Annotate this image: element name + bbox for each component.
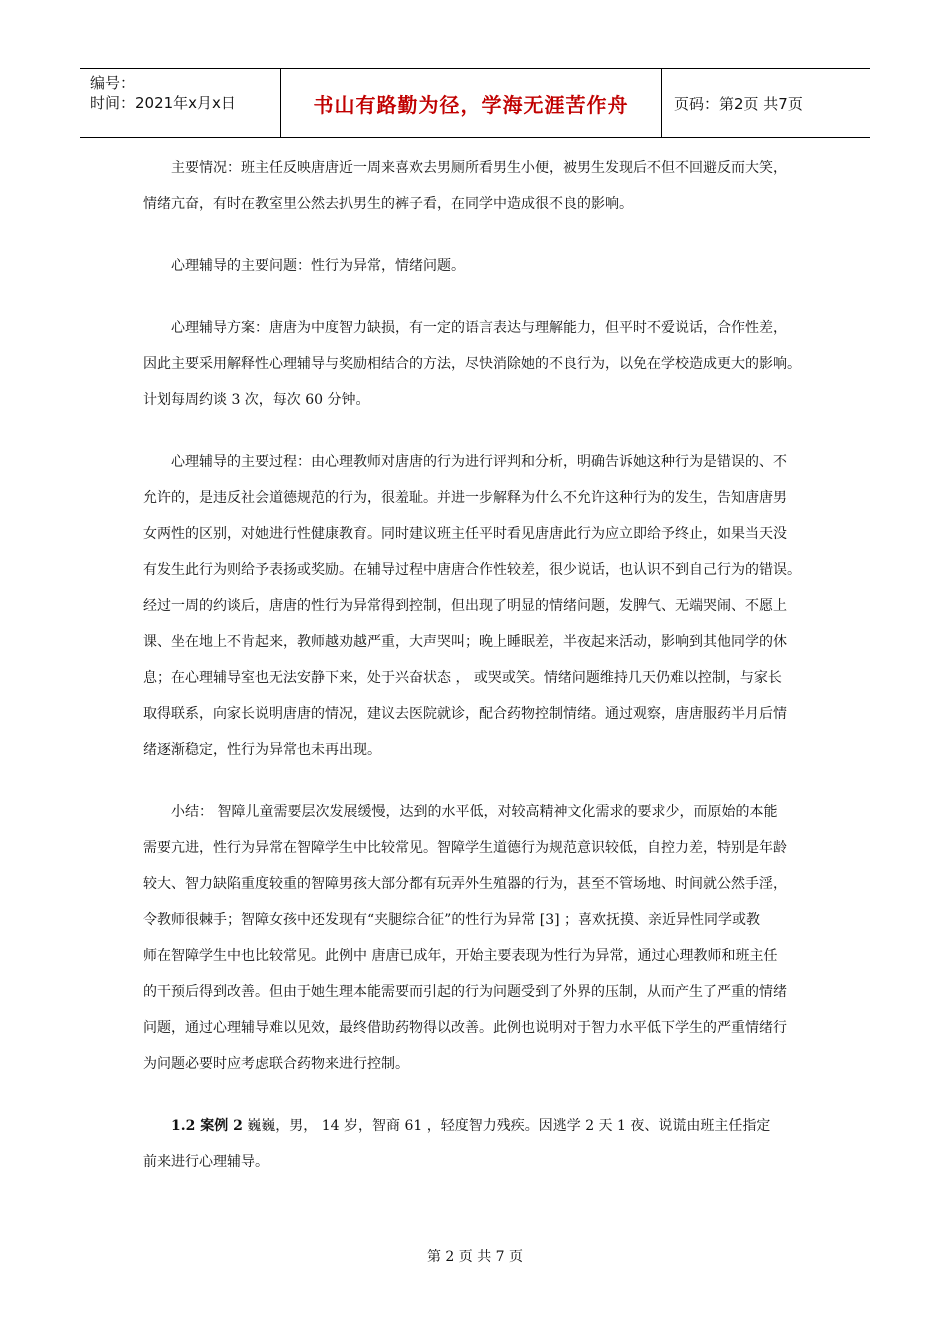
text-line: 经过一周的约谈后，唐唐的性行为异常得到控制，但出现了明显的情绪问题，发脾气、无端哭闹、不愿上: [143, 598, 787, 614]
page-footer: 第 2 页 共 7 页: [426, 1249, 524, 1265]
header-page-label: 页码：第2页 共7页: [674, 94, 803, 113]
text-line: 师在智障学生中也比较常见。此例中 唐唐已成年，开始主要表现为性行为异常，通过心理教师和班主任: [143, 948, 778, 964]
paragraph-process: [143, 444, 803, 768]
text-line: 令教师很棘手；智障女孩中还发现有“夹腿综合征”的性行为异常 [3] ；喜欢抚摸、亲近异性同学或教: [143, 912, 761, 928]
text-line: 心理辅导方案：唐唐为中度智力缺损，有一定的语言表达与理解能力，但平时不爱说话，合作性差，: [171, 320, 787, 336]
text-line: 需要亢进，性行为异常在智障学生中比较常见。智障学生道德行为规范意识较低，自控力差，特别是年龄: [143, 840, 787, 856]
case-heading: 1.2 案例 2: [171, 1118, 243, 1134]
time-label: 时间：2021年x月x日: [90, 94, 236, 112]
number-label: 编号：: [90, 74, 136, 92]
text-line: 主要情况：班主任反映唐唐近一周来喜欢去男厕所看男生小便，被男生发现后不但不回避反而大笑，: [171, 160, 787, 176]
text-line: 课、坐在地上不肯起来，教师越劝越严重，大声哭叫；晚上睡眠差，半夜起来活动，影响到其他同学的休: [143, 634, 787, 650]
header-meta: [80, 69, 281, 137]
page-header: [80, 68, 870, 138]
text-line: 心理辅导的主要问题：性行为异常，情绪问题。: [171, 258, 465, 274]
text-line: 小结： 智障儿童需要层次发展缓慢，达到的水平低，对较高精神文化需求的要求少，而原始的本能: [171, 804, 778, 820]
text-line: 心理辅导的主要过程：由心理教师对唐唐的行为进行评判和分析，明确告诉她这种行为是错误的、不: [171, 454, 787, 470]
paragraph-problem: [143, 248, 803, 284]
text-line: 因此主要采用解释性心理辅导与奖励相结合的方法，尽快消除她的不良行为，以免在学校造成更大的影响。: [143, 356, 801, 372]
case-text: 巍巍，男， 14 岁，智商 61 ，轻度智力残疾。因逃学 2 天 1 夜、说谎由班主任指定: [242, 1118, 771, 1134]
text-line: 计划每周约谈 3 次，每次 60 分钟。: [143, 392, 370, 408]
paragraph-plan: [143, 310, 803, 418]
text-line: 较大、智力缺陷重度较重的智障男孩大部分都有玩弄外生殖器的行为，甚至不管场地、时间就公然手淫，: [143, 876, 787, 892]
text-line: 前来进行心理辅导。: [143, 1154, 269, 1170]
document-body: [143, 150, 803, 1206]
text-line: 女两性的区别，对她进行性健康教育。同时建议班主任平时看见唐唐此行为应立即给予终止，如果当天没: [143, 526, 787, 542]
paragraph-situation: [143, 150, 803, 222]
text-line: 取得联系，向家长说明唐唐的情况，建议去医院就诊，配合药物控制情绪。通过观察，唐唐服药半月后情: [143, 706, 787, 722]
paragraph-summary: [143, 794, 803, 1082]
text-line: 情绪亢奋，有时在教室里公然去扒男生的裤子看，在同学中造成很不良的影响。: [143, 196, 633, 212]
text-line: 息；在心理辅导室也无法安静下来，处于兴奋状态 ， 或哭或笑。情绪问题维持几天仍难以控制，与家长: [143, 670, 782, 686]
header-motto: 书山有路勤为径，学海无涯苦作舟: [281, 69, 662, 137]
text-line: 问题，通过心理辅导难以见效，最终借助药物得以改善。此例也说明对于智力水平低下学生的严重情绪行: [143, 1020, 787, 1036]
text-line: 有发生此行为则给予表扬或奖励。在辅导过程中唐唐合作性较差，很少说话，也认识不到自己行为的错误。: [143, 562, 801, 578]
text-line: 为问题必要时应考虑联合药物来进行控制。: [143, 1056, 409, 1072]
text-line: [143, 1108, 803, 1144]
text-line: 绪逐渐稳定，性行为异常也未再出现。: [143, 742, 381, 758]
paragraph-case-2: [143, 1108, 803, 1180]
text-line: 的干预后得到改善。但由于她生理本能需要而引起的行为问题受到了外界的压制，从而产生了严重的情绪: [143, 984, 787, 1000]
text-line: 允许的，是违反社会道德规范的行为，很羞耻。并进一步解释为什么不允许这种行为的发生，告知唐唐男: [143, 490, 787, 506]
